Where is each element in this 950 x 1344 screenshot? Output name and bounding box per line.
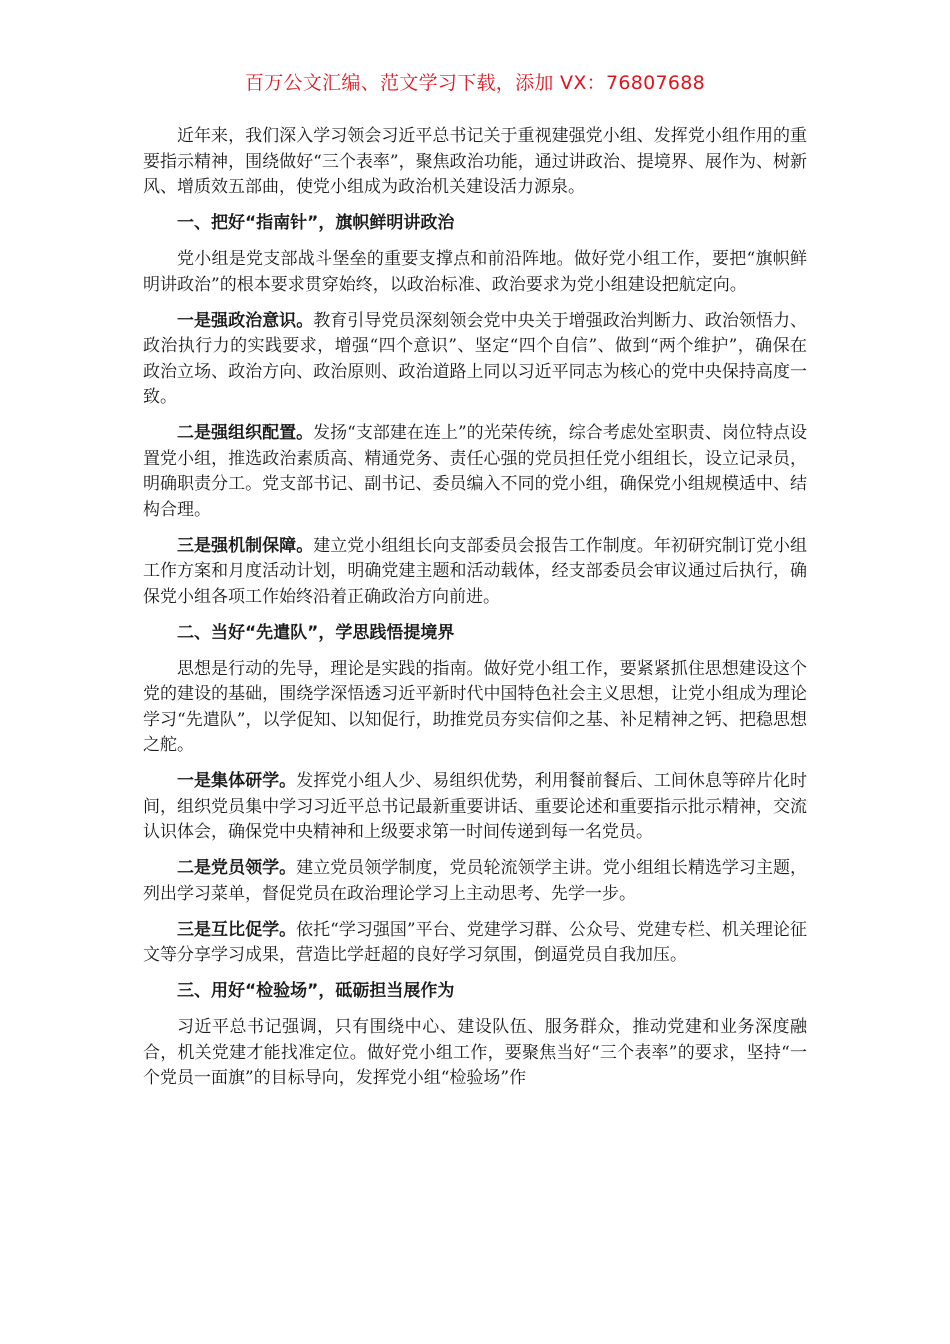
item-text: 教育引导党员深刻领会党中央关于增强政治判断力、政治领悟力、政治执行力的实践要求，增强“四个意识”、坚定“四个自信”、做到“两个维护”，确保在政治立场、政治方向、政治原则、政治道路上同以习近平同志为核心的党中央保持高度一致。	[143, 310, 808, 407]
section-intro: 党小组是党支部战斗堡垒的重要支撑点和前沿阵地。做好党小组工作，要把“旗帜鲜明讲政治”的根本要求贯穿始终，以政治标准、政治要求为党小组建设把航定向。	[143, 249, 807, 295]
item-lead: 三是强机制保障。	[177, 535, 314, 556]
section-intro: 思想是行动的先导，理论是实践的指南。做好党小组工作，要紧紧抓住思想建设这个党的建设的基础，围绕学深悟透习近平新时代中国特色社会主义思想，让党小组成为理论学习“先遣队”，以学促知、以知促行，助推党员夯实信仰之基、补足精神之钙、把稳思想之舵。	[143, 658, 807, 755]
item-text: 依托“学习强国”平台、党建学习群、公众号、党建专栏、机关理论征文等分享学习成果，营造比学赶超的良好学习氛围，倒逼党员自我加压。	[143, 919, 807, 965]
section-item	[143, 534, 807, 611]
section-heading: 一、把好“指南针”，旗帜鲜明讲政治	[177, 213, 455, 233]
item-text: 发挥党小组人少、易组织优势，利用餐前餐后、工间休息等碎片化时间，组织党员集中学习习近平总书记最新重要讲话、重要论述和重要指示批示精神，交流认识体会，确保党中央精神和上级要求第一时间传递到每一名党员。	[143, 771, 808, 842]
section-item	[143, 309, 807, 411]
section-item	[143, 769, 807, 846]
item-lead: 二是党员领学。	[177, 858, 297, 878]
section-intro: 习近平总书记强调，只有围绕中心、建设队伍、服务群众，推动党建和业务深度融合，机关党建才能找准定位。做好党小组工作，要聚焦当好“三个表率”的要求，坚持“一个党员一面旗”的目标导向，发挥党小组“检验场”作	[143, 1017, 807, 1088]
section-heading: 三、用好“检验场”，砥砺担当展作为	[177, 981, 455, 1001]
item-lead: 一是强政治意识。	[177, 310, 314, 331]
item-lead: 一是集体研学。	[177, 771, 297, 791]
section-item	[143, 421, 807, 523]
item-text: 建立党小组组长向支部委员会报告工作制度。年初研究制订党小组工作方案和月度活动计划，明确党建主题和活动载体，经支部委员会审议通过后执行，确保党小组各项工作始终沿着正确政治方向前进。	[143, 535, 808, 607]
section-heading: 二、当好“先遣队”，学思践悟提境界	[177, 622, 455, 643]
section-item	[143, 856, 807, 907]
item-lead: 二是强组织配置。	[177, 423, 314, 443]
section-item	[143, 918, 807, 969]
intro-paragraph: 近年来，我们深入学习领会习近平总书记关于重视建强党小组、发挥党小组作用的重要指示精神，围绕做好“三个表率”，聚焦政治功能，通过讲政治、提境界、展作为、树新风、增质效五部曲，使党小组成为政治机关建设活力源泉。	[143, 126, 807, 197]
item-lead: 三是互比促学。	[177, 919, 297, 940]
document-body	[143, 124, 807, 1102]
watermark-banner: 百万公文汇编、范文学习下载，添加 VX：76807688	[244, 72, 706, 94]
item-text: 建立党员领学制度，党员轮流领学主讲。党小组组长精选学习主题，列出学习菜单，督促党员在政治理论学习上主动思考、先学一步。	[143, 858, 808, 904]
item-text: 发扬“支部建在连上”的光荣传统，综合考虑处室职责、岗位特点设置党小组，推选政治素质高、精通党务、责任心强的党员担任党小组组长，设立记录员，明确职责分工。党支部书记、副书记、委员编入不同的党小组，确保党小组规模适中、结构合理。	[143, 423, 807, 520]
